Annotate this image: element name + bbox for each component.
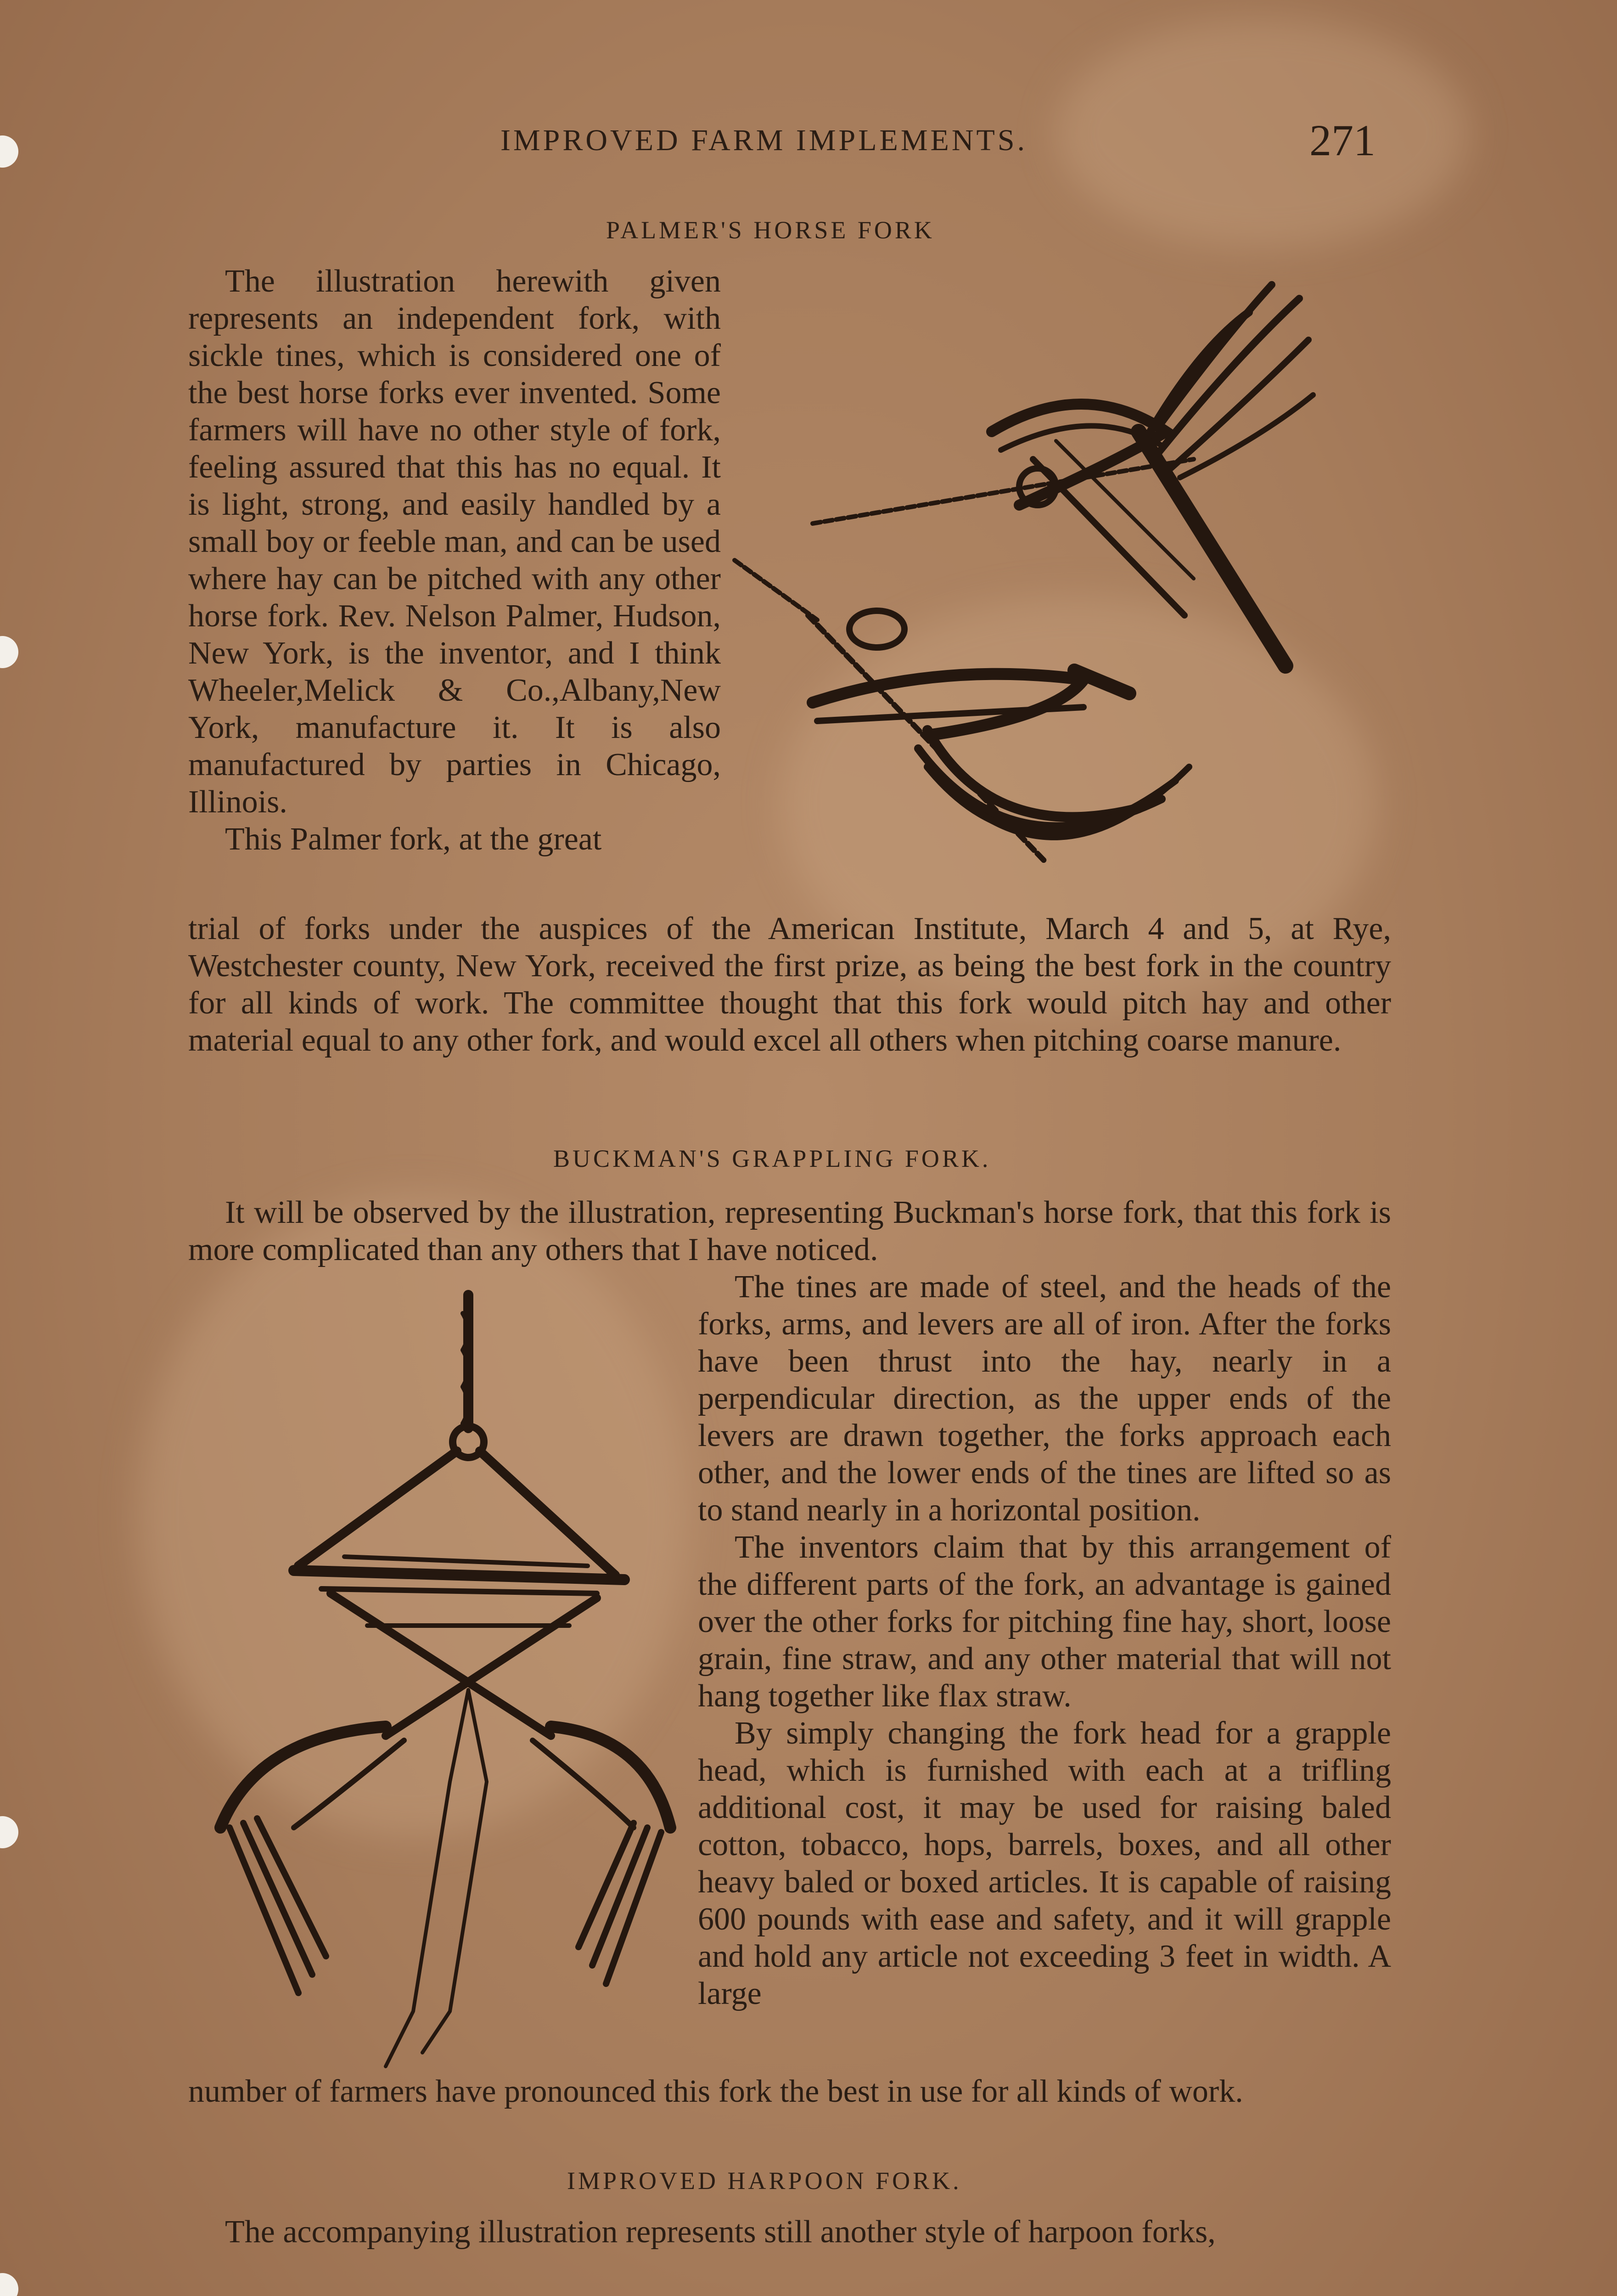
palmer-fork-illustration bbox=[735, 266, 1414, 909]
buckman-intro-block bbox=[188, 1194, 1391, 1268]
buckman-paragraph-grapple: By simply changing the fork head for a grapple head, which is furnished with each at a trifling additional cost, it may be used for raising baled cotton, tobacco, hops, barrels, boxes, and all other heavy baled or boxed articles. It is capable of raising 600 pounds with ease and safety, and it will grapple and hold any article not exceeding 3 feet in width. A large bbox=[698, 1716, 1391, 2011]
buckman-closing-block bbox=[188, 2073, 1391, 2110]
palmer-text-column bbox=[188, 263, 721, 858]
paper-stain bbox=[1056, 18, 1469, 248]
buckman-right-column bbox=[698, 1268, 1391, 2012]
palmer-paragraph: The illustration herewith given represents an independent fork, with sickle tines, which is considered one of the best horse forks ever invented. Some farmers will have no other style of fork, feeling assured that this has no equal. It is light, strong, and easily handled by a small boy or feeble man, and can be used where hay can be pitched with any other horse fork. Rev. Nelson Palmer, Hudson, New York, is the inventor, and I think Wheeler,Melick & Co.,Albany,New York, manufacture it. It is also manufactured by parties in Chicago, Illinois. bbox=[188, 264, 721, 820]
binding-hole bbox=[0, 2273, 18, 2296]
binding-hole bbox=[0, 1816, 18, 1848]
section-heading-buckman: BUCKMAN'S GRAPPLING FORK. bbox=[553, 1145, 991, 1172]
running-title: IMPROVED FARM IMPLEMENTS. bbox=[500, 124, 1028, 157]
harpoon-paragraph: The accompanying illustration represents still another style of harpoon forks, bbox=[225, 2214, 1216, 2250]
buckman-paragraph-grapple-end: number of farmers have pronounced this fork the best in use for all kinds of work. bbox=[188, 2074, 1243, 2109]
binding-hole bbox=[0, 135, 18, 168]
palmer-paragraph-start: This Palmer fork, at the great bbox=[225, 822, 602, 857]
section-heading-harpoon: IMPROVED HARPOON FORK. bbox=[567, 2167, 962, 2195]
binding-hole bbox=[0, 636, 18, 668]
buckman-paragraph-tines: The tines are made of steel, and the heads of the forks, arms, and levers are all of iron. After the forks have been thrust into the hay, nearly in a perpendicular direction, as the upper ends of the levers are drawn together, the forks approach each other, and the lower ends of the tines are lifted so as to stand nearly in a horizontal position. bbox=[698, 1269, 1391, 1528]
harpoon-text-block bbox=[188, 2213, 1391, 2251]
page-number: 271 bbox=[1309, 116, 1376, 165]
palmer-paragraph-rest: trial of forks under the auspices of the American Institute, March 4 and 5, at Rye, Westchester county, New York, received the first prize, as being the best fork in the country for all kinds of work. The committee thought that this fork would pitch hay and other material equal to any other fork, and would excel all others when pitching coarse manure. bbox=[188, 911, 1391, 1058]
section-heading-palmer: PALMER'S HORSE FORK bbox=[606, 216, 935, 244]
buckman-paragraph-claim: The inventors claim that by this arrangement of the different parts of the fork, an advantage is gained over the other forks for pitching fine hay, short, loose grain, fine straw, and any other material that will not hang together like flax straw. bbox=[698, 1530, 1391, 1714]
buckman-fork-illustration bbox=[193, 1295, 679, 2085]
palmer-text-continued bbox=[188, 910, 1391, 1059]
buckman-intro: It will be observed by the illustration, representing Buckman's horse fork, that this fork is more complicated than any others that I have noticed. bbox=[188, 1195, 1391, 1267]
